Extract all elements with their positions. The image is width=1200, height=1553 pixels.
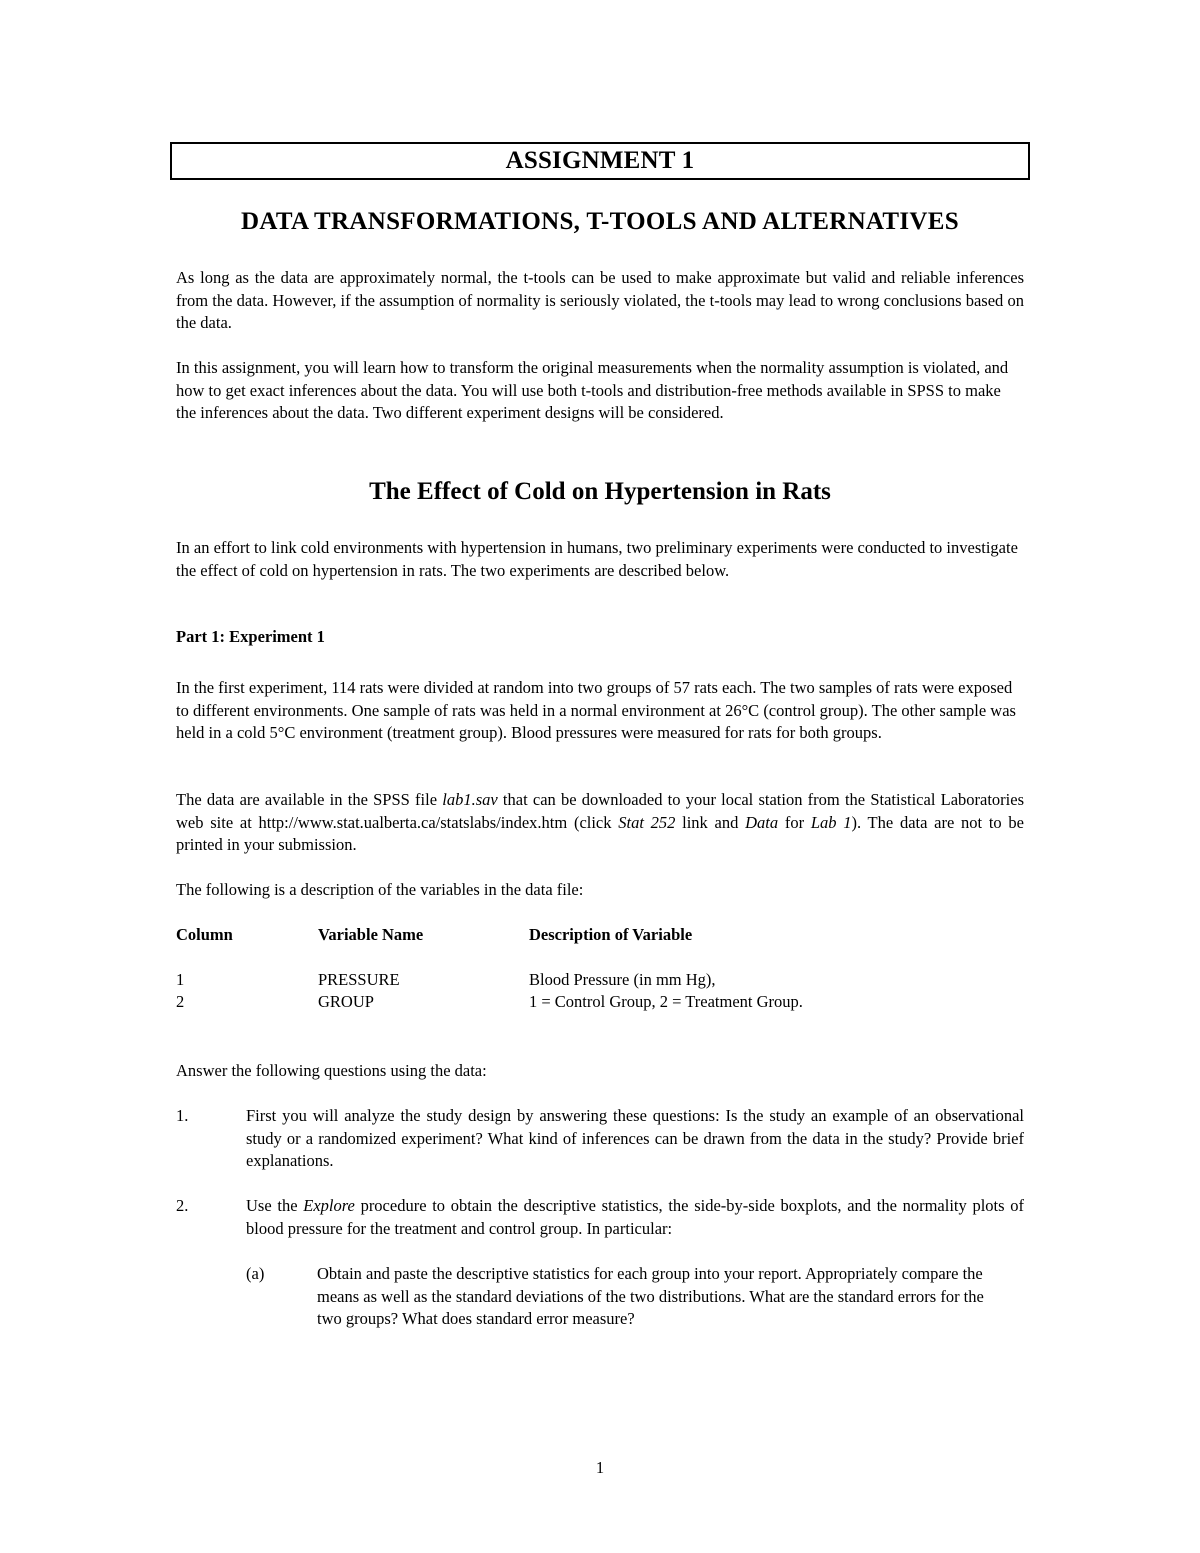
header-column: Column	[176, 925, 233, 944]
lab1-link: Lab 1	[810, 812, 852, 832]
question-2a-text: Obtain and paste the descriptive statistics for each group into your report. Appropriately compare the means as well as the standard deviations of the two distributions. What are the standard errors for the two groups? What does standard error measure?	[317, 1264, 984, 1328]
header-variable-name: Variable Name	[318, 925, 424, 944]
cell-column: 2	[176, 992, 185, 1011]
question-2-text	[246, 1195, 1024, 1240]
questions-intro: Answer the following questions using the data:	[176, 1061, 487, 1080]
question-1-text: First you will analyze the study design by answering these questions: Is the study an example of an observational study or a randomized experiment? What kind of inferences can be drawn from the data in the study? Provide brief explanations.	[246, 1106, 1024, 1170]
assignment-title-box	[170, 142, 1030, 180]
data-link: Data	[745, 812, 779, 832]
question-1-number: 1.	[176, 1106, 189, 1125]
table-row	[176, 992, 1024, 1014]
data-text-e: ). The data are not to be printed in your submission.	[176, 812, 1024, 854]
question-2-number: 2.	[176, 1196, 189, 1215]
data-text-a: The data are available in the SPSS file	[176, 790, 443, 809]
section-title: The Effect of Cold on Hypertension in Rats	[369, 478, 831, 505]
data-file-name: lab1.sav	[442, 790, 498, 809]
section-paragraph: In an effort to link cold environments with hypertension in humans, two preliminary experiments were conducted to investigate the effect of cold on hypertension in rats. The two experiments are described below.	[176, 538, 1018, 580]
experiment1-paragraph: In the first experiment, 114 rats were divided at random into two groups of 57 rats each. The two samples of rats were exposed to different environments. One sample of rats was held in a normal environment at 26°C (control group). The other sample was held in a cold 5°C environment (treatment group). Blood pressures were measured for rats for both groups.	[176, 678, 1016, 742]
q2-procedure: Explore	[303, 1196, 355, 1215]
assignment-title: ASSIGNMENT 1	[505, 147, 695, 174]
data-text-b: that can be downloaded to your local station from the Statistical Laboratories web site at http://www.stat.ualberta.ca/statslabs/index.htm (click	[176, 790, 1024, 832]
header-description: Description of Variable	[529, 925, 693, 944]
part1-heading: Part 1: Experiment 1	[176, 627, 325, 646]
cell-description: 1 = Control Group, 2 = Treatment Group.	[529, 992, 803, 1011]
cell-column: 1	[176, 970, 185, 989]
data-text-c: link and	[675, 812, 746, 832]
q2-text-b: procedure to obtain the descriptive statistics, the side-by-side boxplots, and the normality plots of blood pressure for the treatment and control group. In particular:	[246, 1196, 1024, 1238]
stat252-link: Stat 252	[618, 812, 676, 832]
intro-paragraph-2: In this assignment, you will learn how to transform the original measurements when the normality assumption is violated, and how to get exact inferences about the data. You will use both t-tools and distribution-free methods available in SPSS to make the inferences about the data. Two different experiment designs will be considered.	[176, 358, 1009, 422]
main-title: DATA TRANSFORMATIONS, T-TOOLS AND ALTERNATIVES	[241, 208, 959, 235]
cell-variable-name: PRESSURE	[318, 970, 400, 989]
cell-description: Blood Pressure (in mm Hg),	[529, 970, 716, 989]
intro-paragraph-1: As long as the data are approximately normal, the t-tools can be used to make approximate but valid and reliable inferences from the data. However, if the assumption of normality is seriously violated, the t-tools may lead to wrong conclusions based on the data.	[176, 268, 1024, 332]
data-text-d: for	[778, 812, 811, 832]
variables-table-header	[176, 925, 1024, 947]
page-number: 1	[595, 1458, 605, 1477]
variables-intro: The following is a description of the variables in the data file:	[176, 880, 584, 899]
q2-text-a: Use the	[246, 1196, 304, 1215]
cell-variable-name: GROUP	[318, 992, 374, 1011]
question-2a-label: (a)	[246, 1264, 265, 1283]
table-row	[176, 970, 1024, 992]
data-availability-paragraph	[176, 789, 1024, 857]
